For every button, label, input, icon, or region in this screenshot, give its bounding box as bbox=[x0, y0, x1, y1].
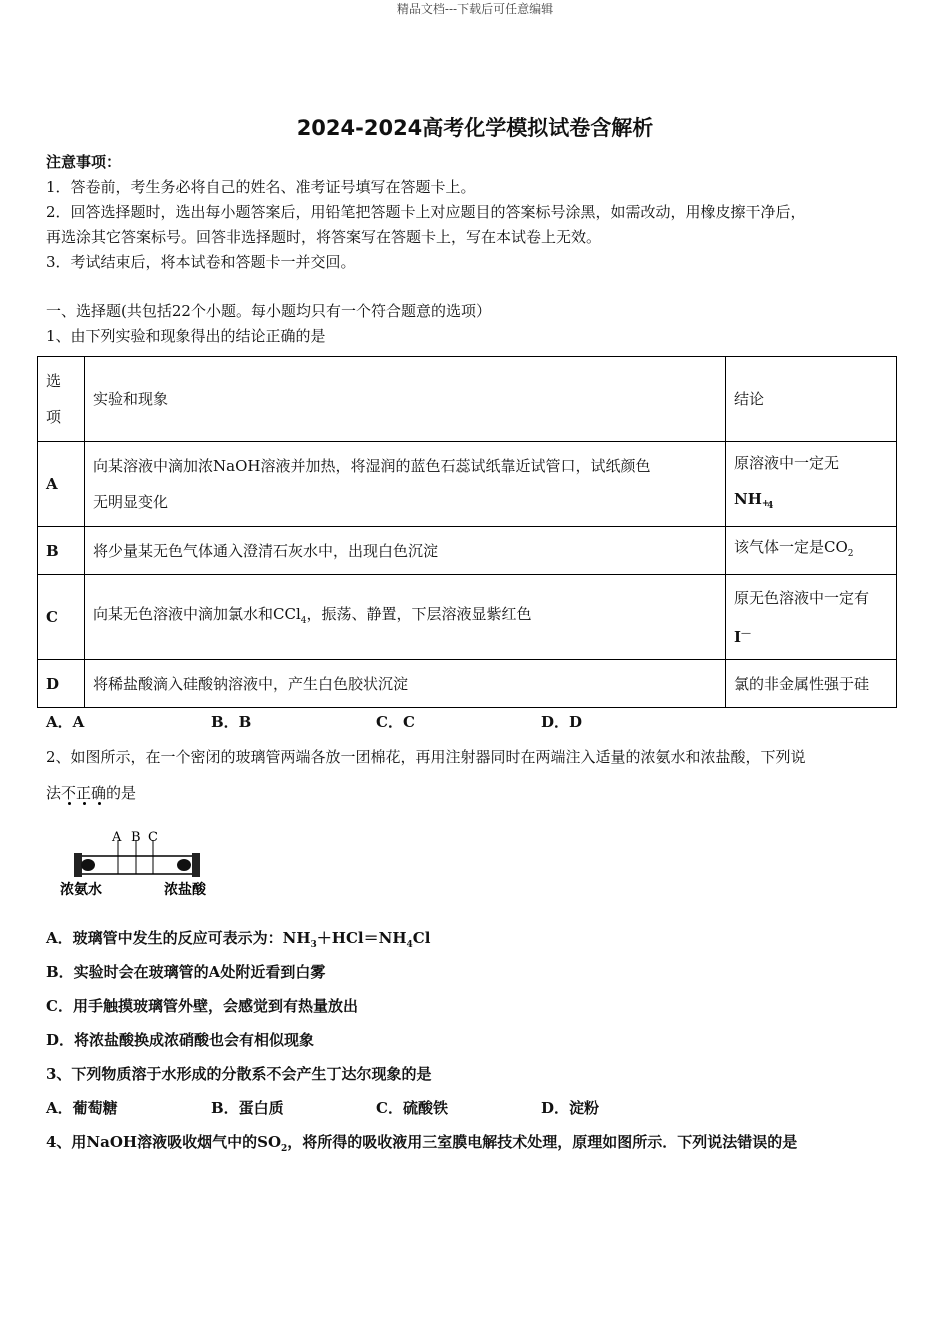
note-item: 1．答卷前，考生务必将自己的姓名、准考证号填写在答题卡上。 bbox=[46, 178, 476, 196]
row-conclusion: 该气体一定是$CO_2$ bbox=[726, 527, 897, 575]
row-conclusion: 原溶液中一定无 NH $_4$ + bbox=[726, 442, 897, 527]
emphasis-dots: 不正确 bbox=[61, 782, 106, 803]
page-title: 2024-2024高考化学模拟试卷含解析 bbox=[296, 116, 654, 140]
row-conclusion: 原无色溶液中一定有 I— bbox=[726, 575, 897, 660]
left-stopper bbox=[74, 853, 82, 877]
q3-choice-c: C．硫酸铁 bbox=[376, 1099, 448, 1117]
note-item: 再选涂其它答案标号。回答非选择题时，将答案写在答题卡上，写在本试卷上无效。 bbox=[46, 228, 602, 246]
q2-option-b: B．实验时会在玻璃管的A处附近看到白雾 bbox=[46, 963, 326, 981]
label-a: A bbox=[112, 830, 122, 845]
section-heading: 一、选择题(共包括22个小题。每小题均只有一个符合题意的选项） bbox=[46, 302, 491, 320]
q3-choice-b: B．蛋白质 bbox=[211, 1099, 284, 1117]
col-header-experiment: 实验和现象 bbox=[85, 357, 726, 442]
label-ammonia: 浓氨水 bbox=[60, 882, 102, 898]
label-b: B bbox=[131, 830, 141, 845]
note-item: 2．回答选择题时，选出每小题答案后，用铅笔把答题卡上对应题目的答案标号涂黑，如需改动，用橡皮擦干净后， bbox=[46, 203, 806, 221]
left-cotton bbox=[81, 859, 95, 871]
col-header-option: 选 项 bbox=[38, 357, 85, 442]
tube-figure bbox=[56, 826, 226, 902]
q1-table bbox=[37, 356, 897, 708]
row-option: A bbox=[38, 442, 85, 527]
q1-choice-d: D．D bbox=[541, 713, 583, 731]
right-stopper bbox=[192, 853, 200, 877]
row-option: B bbox=[38, 527, 85, 575]
row-experiment: 将少量某无色气体通入澄清石灰水中，出现白色沉淀 bbox=[85, 527, 726, 575]
q3-choice-d: D．淀粉 bbox=[541, 1099, 600, 1117]
label-hcl: 浓盐酸 bbox=[164, 882, 206, 898]
q2-option-c: C．用手触摸玻璃管外壁，会感觉到有热量放出 bbox=[46, 997, 358, 1015]
q1-choice-a: A．A bbox=[46, 713, 85, 731]
q2-stem: 2、如图所示，在一个密闭的玻璃管两端各放一团棉花，再用注射器同时在两端注入适量的浓氨水和浓盐酸，下列说 bbox=[46, 748, 806, 766]
table-row bbox=[38, 527, 897, 575]
row-option: D bbox=[38, 660, 85, 708]
table-row bbox=[38, 575, 897, 660]
note-item: 3．考试结束后，将本试卷和答题卡一并交回。 bbox=[46, 253, 356, 271]
q3-stem: 3、下列物质溶于水形成的分散系不会产生丁达尔现象的是 bbox=[46, 1065, 432, 1083]
table-row bbox=[38, 442, 897, 527]
glass-tube-diagram bbox=[56, 826, 226, 902]
table-header-row bbox=[38, 357, 897, 442]
q4-stem: 4、用NaOH溶液吸收烟气中的$SO_2$，将所得的吸收液用三室膜电解技术处理，原理如图所示．下列说法错误的是 bbox=[46, 1133, 798, 1154]
row-conclusion: 氯的非金属性强于硅 bbox=[726, 660, 897, 708]
label-c: C bbox=[148, 830, 158, 845]
page-header: 精品文档---下载后可任意编辑 bbox=[396, 2, 554, 16]
q1-choice-b: B．B bbox=[211, 713, 252, 731]
q2-stem-cont: 法不正确 的是 bbox=[46, 782, 136, 803]
q2-option-d: D．将浓盐酸换成浓硝酸也会有相似现象 bbox=[46, 1031, 315, 1049]
q1-stem: 1、由下列实验和现象得出的结论正确的是 bbox=[46, 327, 326, 345]
table-row bbox=[38, 660, 897, 708]
right-cotton bbox=[177, 859, 191, 871]
row-experiment: 将稀盐酸滴入硅酸钠溶液中，产生白色胶状沉淀 bbox=[85, 660, 726, 708]
q2-option-a: A．玻璃管中发生的反应可表示为：$NH_3+HCl=NH_4Cl$ bbox=[46, 929, 431, 950]
row-option: C bbox=[38, 575, 85, 660]
q1-choice-c: C．C bbox=[376, 713, 415, 731]
row-experiment: 向某溶液中滴加浓NaOH溶液并加热，将湿润的蓝色石蕊试纸靠近试管口，试纸颜色 无明显变化 bbox=[85, 442, 726, 527]
q3-choice-a: A．葡萄糖 bbox=[46, 1099, 118, 1117]
row-experiment: 向某无色溶液中滴加氯水和CCl$_4$，振荡、静置，下层溶液显紫红色 bbox=[85, 575, 726, 660]
notes-heading: 注意事项： bbox=[46, 153, 122, 171]
col-header-conclusion: 结论 bbox=[726, 357, 897, 442]
